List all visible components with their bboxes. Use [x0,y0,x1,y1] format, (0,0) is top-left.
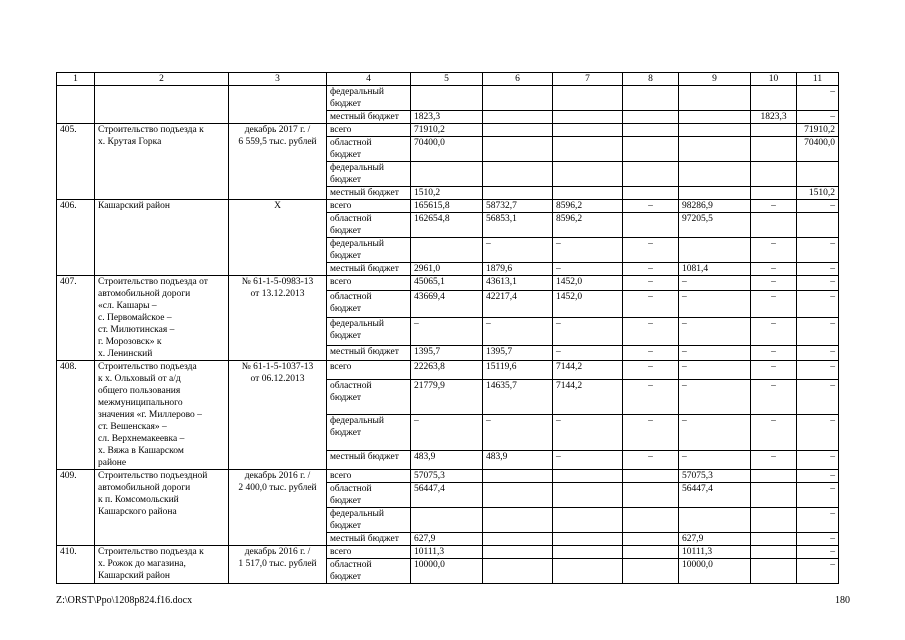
value-cell [553,86,623,111]
table-row [57,200,839,213]
value-cell: 21779,9 [411,379,483,415]
value-cell: 58732,7 [483,200,553,213]
entry-name [95,86,229,124]
value-cell [623,508,679,533]
value-cell [483,508,553,533]
value-cell [483,124,553,137]
value-cell [751,137,797,162]
value-cell: 483,9 [411,451,483,470]
entry-document: декабрь 2017 г. / 6 559,5 тыс. рублей [229,124,327,200]
value-cell: – [751,361,797,380]
value-cell: 8596,2 [553,200,623,213]
value-cell: 57075,3 [411,470,483,483]
value-cell: 1879,6 [483,263,553,276]
value-cell [483,162,553,187]
value-cell: 1823,3 [751,111,797,124]
funding-source: федеральный бюджет [327,162,411,187]
value-cell: – [751,318,797,346]
value-cell [751,187,797,200]
value-cell: – [623,200,679,213]
value-cell [679,508,751,533]
entry-number: 407. [57,276,95,361]
value-cell: 71910,2 [797,124,839,137]
value-cell [751,124,797,137]
value-cell [751,483,797,508]
value-cell [751,508,797,533]
value-cell: – [411,415,483,451]
entry-number: 410. [57,546,95,584]
value-cell: 627,9 [411,533,483,546]
value-cell: 43613,1 [483,276,553,291]
value-cell [483,559,553,584]
value-cell [751,533,797,546]
value-cell [553,162,623,187]
value-cell: – [553,263,623,276]
value-cell: 162654,8 [411,213,483,238]
entry-document: декабрь 2016 г. / 2 400,0 тыс. рублей [229,470,327,546]
value-cell: – [483,318,553,346]
value-cell: – [751,290,797,318]
value-cell [553,559,623,584]
funding-source: всего [327,546,411,559]
value-cell: 1823,3 [411,111,483,124]
value-cell: 15119,6 [483,361,553,380]
column-header: 7 [553,73,623,86]
funding-source: местный бюджет [327,111,411,124]
value-cell: – [553,451,623,470]
value-cell: 1452,0 [553,290,623,318]
value-cell: 45065,1 [411,276,483,291]
funding-source: областной бюджет [327,483,411,508]
funding-source: федеральный бюджет [327,508,411,533]
value-cell: 10111,3 [411,546,483,559]
value-cell [553,470,623,483]
value-cell: 56447,4 [679,483,751,508]
value-cell: – [797,86,839,111]
value-cell [483,483,553,508]
table-row [57,470,839,483]
value-cell: – [797,276,839,291]
value-cell: 1510,2 [797,187,839,200]
funding-source: местный бюджет [327,533,411,546]
entry-document: № 61-1-5-1037-13 от 06.12.2013 [229,361,327,470]
funding-source: федеральный бюджет [327,238,411,263]
value-cell: – [483,238,553,263]
value-cell: 10000,0 [411,559,483,584]
table-header-row [57,73,839,86]
value-cell [623,559,679,584]
value-cell: 22263,8 [411,361,483,380]
value-cell [751,86,797,111]
value-cell: – [679,346,751,361]
table-row [57,124,839,137]
value-cell: – [797,200,839,213]
value-cell: 71910,2 [411,124,483,137]
table-row [57,86,839,111]
value-cell: – [679,379,751,415]
value-cell [483,111,553,124]
value-cell: – [751,238,797,263]
value-cell: 627,9 [679,533,751,546]
value-cell [483,546,553,559]
funding-source: всего [327,124,411,137]
value-cell: 10111,3 [679,546,751,559]
value-cell: – [751,346,797,361]
value-cell [679,137,751,162]
value-cell: – [623,276,679,291]
value-cell: – [797,559,839,584]
value-cell: – [797,533,839,546]
value-cell: 1395,7 [411,346,483,361]
value-cell [411,508,483,533]
value-cell: – [797,361,839,380]
value-cell [797,162,839,187]
value-cell: – [679,415,751,451]
value-cell [623,187,679,200]
value-cell: – [679,361,751,380]
value-cell: 98286,9 [679,200,751,213]
entry-document: № 61-1-5-0983-13 от 13.12.2013 [229,276,327,361]
funding-source: всего [327,276,411,291]
value-cell: – [623,263,679,276]
value-cell [553,137,623,162]
funding-source: всего [327,361,411,380]
value-cell: 10000,0 [679,559,751,584]
entry-name: Строительство подъезда к х. Ольховый от а/д общего пользования межмуниципального значения «г. Миллерово – ст. Вешенская» – сл. Верхнемакеевка – х. Вяжа в Кашарском районе [95,361,229,470]
value-cell [483,137,553,162]
column-header: 6 [483,73,553,86]
entry-number: 408. [57,361,95,470]
value-cell: – [679,451,751,470]
value-cell [483,533,553,546]
value-cell [623,86,679,111]
value-cell: – [623,238,679,263]
entry-document [229,86,327,124]
value-cell [751,546,797,559]
column-header: 8 [623,73,679,86]
value-cell: – [623,290,679,318]
column-header: 9 [679,73,751,86]
value-cell: – [751,276,797,291]
value-cell: – [797,546,839,559]
value-cell [623,470,679,483]
value-cell: 97205,5 [679,213,751,238]
value-cell: 70400,0 [797,137,839,162]
value-cell [553,483,623,508]
value-cell [679,162,751,187]
funding-source: местный бюджет [327,263,411,276]
column-header: 3 [229,73,327,86]
table-row [57,276,839,291]
value-cell [623,124,679,137]
value-cell: – [797,238,839,263]
value-cell: – [751,379,797,415]
value-cell [751,559,797,584]
value-cell: – [623,379,679,415]
value-cell: – [797,318,839,346]
value-cell: – [623,318,679,346]
value-cell: – [797,470,839,483]
entry-name: Строительство подъезда от автомобильной дороги «сл. Кашары – с. Первомайское – ст. Милютинская – г. Морозовск» к х. Ленинский [95,276,229,361]
value-cell [679,124,751,137]
value-cell [553,508,623,533]
value-cell: 1452,0 [553,276,623,291]
funding-source: областной бюджет [327,290,411,318]
funding-source: местный бюджет [327,451,411,470]
value-cell [623,483,679,508]
value-cell: 1510,2 [411,187,483,200]
value-cell [483,470,553,483]
value-cell: – [751,415,797,451]
funding-source: местный бюджет [327,187,411,200]
column-header: 1 [57,73,95,86]
funding-source: областной бюджет [327,137,411,162]
value-cell: – [411,318,483,346]
value-cell: 56853,1 [483,213,553,238]
entry-number: 409. [57,470,95,546]
funding-source: всего [327,470,411,483]
entry-document: Х [229,200,327,276]
value-cell [411,86,483,111]
value-cell: 1081,4 [679,263,751,276]
value-cell: – [623,346,679,361]
value-cell: – [797,263,839,276]
value-cell: 1395,7 [483,346,553,361]
value-cell: – [483,415,553,451]
entry-number: 405. [57,124,95,200]
value-cell [679,238,751,263]
value-cell [553,546,623,559]
funding-source: местный бюджет [327,346,411,361]
footer-page-number: 180 [835,595,850,606]
column-header: 4 [327,73,411,86]
value-cell: – [797,415,839,451]
value-cell: – [797,451,839,470]
value-cell: – [797,483,839,508]
value-cell: 14635,7 [483,379,553,415]
value-cell: – [679,290,751,318]
table-row [57,546,839,559]
value-cell [553,533,623,546]
value-cell: – [679,318,751,346]
value-cell [623,137,679,162]
value-cell: – [553,415,623,451]
value-cell: 2961,0 [411,263,483,276]
footer-file-path: Z:\ORST\Ppo\1208p824.f16.docx [56,595,193,606]
value-cell: – [797,379,839,415]
entry-name: Строительство подъезда к х. Крутая Горка [95,124,229,200]
value-cell [751,213,797,238]
value-cell [623,546,679,559]
entry-document: декабрь 2016 г. / 1 517,0 тыс. рублей [229,546,327,584]
value-cell: – [751,263,797,276]
value-cell: 43669,4 [411,290,483,318]
budget-table [56,72,839,584]
value-cell: – [553,346,623,361]
value-cell [623,213,679,238]
funding-source: федеральный бюджет [327,86,411,111]
funding-source: федеральный бюджет [327,318,411,346]
value-cell [411,238,483,263]
value-cell [553,111,623,124]
funding-source: областной бюджет [327,213,411,238]
value-cell: – [623,451,679,470]
funding-source: федеральный бюджет [327,415,411,451]
funding-source: областной бюджет [327,559,411,584]
value-cell: 8596,2 [553,213,623,238]
value-cell: 56447,4 [411,483,483,508]
value-cell [797,213,839,238]
value-cell [483,86,553,111]
value-cell: – [553,318,623,346]
value-cell: 7144,2 [553,379,623,415]
value-cell: – [797,290,839,318]
value-cell: 42217,4 [483,290,553,318]
value-cell [483,187,553,200]
value-cell: – [751,451,797,470]
value-cell: – [797,346,839,361]
table-row [57,361,839,380]
value-cell [623,111,679,124]
funding-source: всего [327,200,411,213]
value-cell: 7144,2 [553,361,623,380]
value-cell: 165615,8 [411,200,483,213]
value-cell [679,111,751,124]
value-cell: – [797,111,839,124]
value-cell [623,162,679,187]
value-cell [679,187,751,200]
value-cell [679,86,751,111]
value-cell [751,470,797,483]
column-header: 11 [797,73,839,86]
value-cell: – [623,415,679,451]
entry-number [57,86,95,124]
value-cell: – [623,361,679,380]
entry-number: 406. [57,200,95,276]
value-cell [623,533,679,546]
funding-source: областной бюджет [327,379,411,415]
value-cell: – [751,200,797,213]
column-header: 10 [751,73,797,86]
entry-name: Строительство подъездной автомобильной дороги к п. Комсомольский Кашарского района [95,470,229,546]
column-header: 5 [411,73,483,86]
value-cell: – [553,238,623,263]
value-cell: – [797,508,839,533]
value-cell [411,162,483,187]
value-cell: 57075,3 [679,470,751,483]
value-cell [553,124,623,137]
value-cell: – [679,276,751,291]
column-header: 2 [95,73,229,86]
value-cell: 483,9 [483,451,553,470]
value-cell [751,162,797,187]
value-cell [553,187,623,200]
value-cell: 70400,0 [411,137,483,162]
entry-name: Кашарский район [95,200,229,276]
entry-name: Строительство подъезда к х. Рожок до магазина, Кашарский район [95,546,229,584]
